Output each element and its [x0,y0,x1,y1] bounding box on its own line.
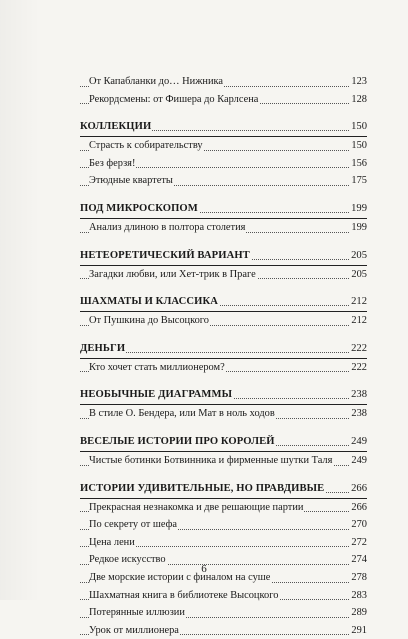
toc-entry [80,172,367,190]
toc-entry-page: 123 [350,73,367,91]
toc-entry-page: 222 [350,359,367,377]
toc-entry-page: 289 [350,604,367,622]
toc-entry-page: 291 [350,622,367,639]
toc-entry-title: Чистые ботинки Ботвинника и фирменные шутки Таля [89,452,333,470]
toc-section [80,386,367,423]
toc-entry [80,312,367,330]
toc-entry [80,499,367,517]
toc-entry-page: 238 [350,405,367,423]
toc-section-title: НЕОБЫЧНЫЕ ДИАГРАММЫ [80,386,233,404]
toc-entry-page: 283 [350,587,367,605]
toc-section-page: 266 [350,480,367,498]
toc-section-title: КОЛЛЕКЦИИ [80,118,152,136]
toc-entry-title: Кто хочет стать миллионером? [89,359,226,377]
toc-section-page: 212 [350,293,367,311]
toc-entry-page: 274 [350,551,367,569]
toc-section-page: 150 [350,118,367,136]
toc-entry [80,266,367,284]
toc-entry [80,359,367,377]
toc-entry-title: От Капабланки до… Нижника [89,73,224,91]
toc-entry [80,219,367,237]
toc-section-page: 249 [350,433,367,451]
toc-section-title: НЕТЕОРЕТИЧЕСКИЙ ВАРИАНТ [80,247,251,265]
toc-entry-page: 128 [350,91,367,109]
page-edge-shadow [0,0,40,600]
toc-section-heading [80,247,367,266]
toc-entry-page: 205 [350,266,367,284]
toc-entry-title: Цена лени [89,534,136,552]
toc-entry-page: 199 [350,219,367,237]
toc-entry [80,622,367,639]
toc-entry-title: Этюдные квартеты [89,172,174,190]
toc-entry [80,587,367,605]
toc-section-heading [80,386,367,405]
toc-section-heading [80,433,367,452]
toc-entry-page: 270 [350,516,367,534]
toc-entry [80,73,367,91]
toc-entry-title: Без ферзя! [89,155,136,173]
toc-entry [80,516,367,534]
toc-entry-title: Редкое искусство [89,551,167,569]
toc-entry-page: 249 [350,452,367,470]
toc-section-title: ШАХМАТЫ И КЛАССИКА [80,293,219,311]
toc-section-heading [80,340,367,359]
toc-entry [80,405,367,423]
toc-entry-title: Рекордсмены: от Фишера до Карлсена [89,91,259,109]
toc-entry [80,155,367,173]
toc-entry-title: В стиле О. Бендера, или Мат в ноль ходов [89,405,276,423]
toc-entry-title: Прекрасная незнакомка и две решающие партии [89,499,304,517]
toc-entry [80,604,367,622]
toc-section-title: ИСТОРИИ УДИВИТЕЛЬНЫЕ, НО ПРАВДИВЫЕ [80,480,325,498]
toc-entry-title: Потерянные иллюзии [89,604,186,622]
toc-section-page: 199 [350,200,367,218]
toc-section-page: 238 [350,386,367,404]
toc-section [80,293,367,330]
toc-entry [80,534,367,552]
toc-entry-page: 175 [350,172,367,190]
toc-entry-page: 272 [350,534,367,552]
toc-section-heading [80,293,367,312]
toc-entry-page: 156 [350,155,367,173]
toc-entry-page: 150 [350,137,367,155]
toc-entry-page: 212 [350,312,367,330]
toc-entry [80,91,367,109]
toc-entry-title: Урок от миллионера [89,622,180,639]
toc-entry-title: От Пушкина до Высоцкого [89,312,210,330]
toc-section [80,247,367,284]
toc-section [80,118,367,190]
toc-section-title: ДЕНЬГИ [80,340,126,358]
table-of-contents [80,73,367,639]
toc-entry-title: Страсть к собирательству [89,137,204,155]
toc-section-page: 222 [350,340,367,358]
page-number: 6 [201,563,207,575]
toc-entry-page: 266 [350,499,367,517]
toc-entry-title: По секрету от шефа [89,516,178,534]
toc-section-page: 205 [350,247,367,265]
toc-section-title: ПОД МИКРОСКОПОМ [80,200,199,218]
toc-section-heading [80,118,367,137]
toc-entry [80,137,367,155]
toc-section-heading [80,480,367,499]
toc-section [80,480,367,639]
toc-section-title: ВЕСЕЛЫЕ ИСТОРИИ ПРО КОРОЛЕЙ [80,433,276,451]
toc-section-heading [80,200,367,219]
toc-section [80,433,367,470]
toc-entry-title: Две морские истории с финалом на суше [89,569,271,587]
toc-section [80,200,367,237]
toc-section [80,340,367,377]
toc-entry-title: Загадки любви, или Хет-трик в Праге [89,266,257,284]
toc-entry [80,452,367,470]
toc-entry-title: Анализ длиною в полтора столетия [89,219,246,237]
toc-entry-title: Шахматная книга в библиотеке Высоцкого [89,587,279,605]
toc-entry-page: 278 [350,569,367,587]
